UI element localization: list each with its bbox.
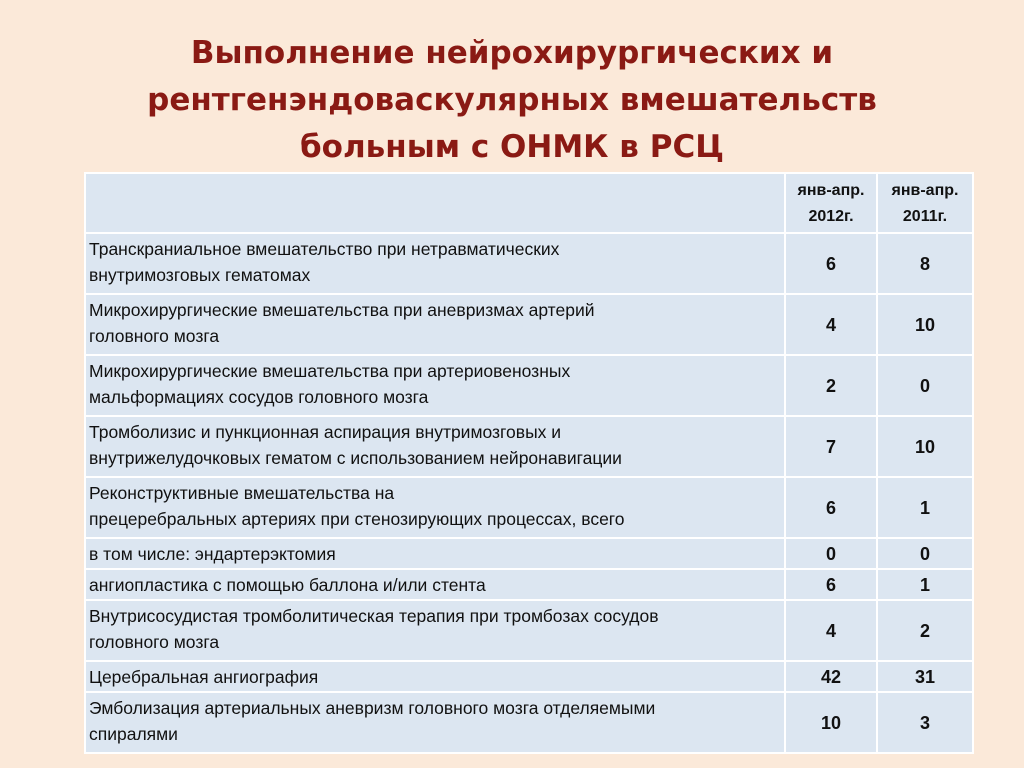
header-2012-line1: янв-апр. [797, 182, 865, 199]
row-description-line2: прецеребральных артериях при стенозирующих процессах, всего [89, 509, 625, 529]
row-description-line1: Микрохирургические вмешательства при аневризмах артерий [89, 300, 595, 320]
row-description-line2: спиралями [89, 724, 178, 744]
table-row [85, 538, 973, 569]
value-2011: 2 [877, 600, 973, 661]
row-description-line1: Транскраниальное вмешательство при нетравматических [89, 239, 560, 259]
row-description: ангиопластика с помощью баллона и/или стента [85, 569, 785, 600]
table-row [85, 233, 973, 294]
table-row [85, 569, 973, 600]
row-description-line1: Эмболизация артериальных аневризм головного мозга отделяемыми [89, 698, 656, 718]
value-2011: 10 [877, 294, 973, 355]
row-description-line1: Тромболизис и пункционная аспирация внутримозговых и [89, 422, 562, 442]
value-2011: 0 [877, 538, 973, 569]
value-2011: 1 [877, 569, 973, 600]
row-description [85, 477, 785, 538]
value-2011: 1 [877, 477, 973, 538]
table-row [85, 600, 973, 661]
value-2012: 7 [785, 416, 877, 477]
row-description [85, 233, 785, 294]
row-description [85, 294, 785, 355]
value-2011: 31 [877, 661, 973, 692]
value-2012: 2 [785, 355, 877, 416]
row-description-line2: мальформациях сосудов головного мозга [89, 387, 429, 407]
value-2012: 6 [785, 233, 877, 294]
interventions-table [84, 172, 974, 754]
row-description [85, 692, 785, 753]
row-description [85, 416, 785, 477]
page-title [0, 30, 1024, 171]
value-2012: 6 [785, 477, 877, 538]
value-2011: 3 [877, 692, 973, 753]
value-2011: 0 [877, 355, 973, 416]
header-2012-line2: 2012г. [808, 208, 854, 225]
header-2011-line2: 2011г. [902, 208, 948, 225]
value-2012: 6 [785, 569, 877, 600]
header-2011-line1: янв-апр. [891, 182, 959, 199]
row-description [85, 600, 785, 661]
table-row [85, 416, 973, 477]
row-description [85, 355, 785, 416]
row-description-line2: головного мозга [89, 632, 220, 652]
header-2012-cell [785, 173, 877, 233]
table-header-row [85, 173, 973, 233]
row-description-line1: Реконструктивные вмешательства на [89, 483, 395, 503]
row-description-line1: Внутрисосудистая тромболитическая терапия при тромбозах сосудов [89, 606, 659, 626]
value-2011: 10 [877, 416, 973, 477]
row-description: в том числе: эндартерэктомия [85, 538, 785, 569]
value-2012: 4 [785, 294, 877, 355]
value-2012: 42 [785, 661, 877, 692]
table-row [85, 661, 973, 692]
value-2012: 10 [785, 692, 877, 753]
row-description-line2: внутримозговых гематомах [89, 265, 311, 285]
row-description-line2: головного мозга [89, 326, 220, 346]
row-description-line2: внутрижелудочковых гематом с использованием нейронавигации [89, 448, 622, 468]
row-description: Церебральная ангиография [85, 661, 785, 692]
value-2011: 8 [877, 233, 973, 294]
table-row [85, 355, 973, 416]
table-row [85, 477, 973, 538]
value-2012: 0 [785, 538, 877, 569]
header-2011-cell [877, 173, 973, 233]
row-description-line1: Микрохирургические вмешательства при артериовенозных [89, 361, 571, 381]
value-2012: 4 [785, 600, 877, 661]
header-description-cell [85, 173, 785, 233]
table-row [85, 692, 973, 753]
title-line-2: рентгенэндоваскулярных вмешательств [147, 82, 877, 118]
title-line-3: больным с ОНМК в РСЦ [300, 129, 724, 165]
table-row [85, 294, 973, 355]
title-line-1: Выполнение нейрохирургических и [190, 35, 834, 71]
